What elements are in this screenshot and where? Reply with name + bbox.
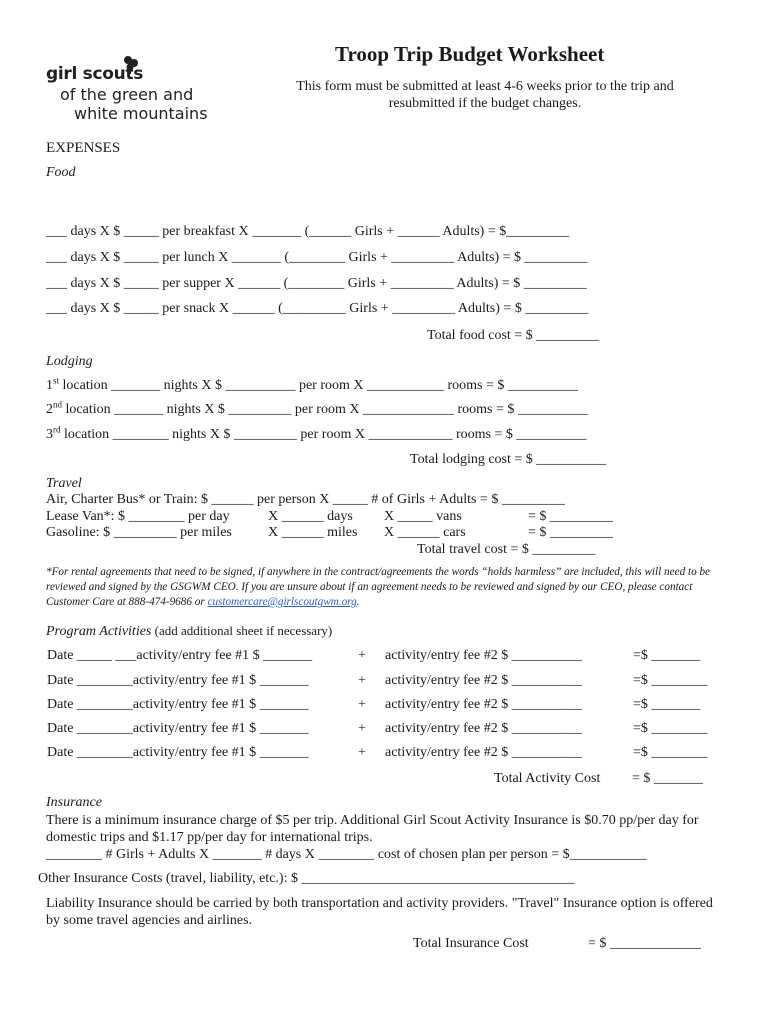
food-breakfast-line[interactable]: ___ days X $ _____ per breakfast X _______ (______ Girls + ______ Adults) = $_________ bbox=[46, 224, 570, 239]
program-row-4-plus: + bbox=[358, 721, 366, 736]
program-row-5-date[interactable]: Date ________activity/entry fee #1 $ _______ bbox=[47, 745, 309, 760]
program-row-2-date[interactable]: Date ________activity/entry fee #1 $ _______ bbox=[47, 673, 309, 688]
lodging-line-2[interactable]: 2nd location _______ nights X $ _________ per room X _____________ rooms = $ __________ bbox=[46, 399, 588, 417]
travel-gas-miles[interactable]: X ______ miles bbox=[268, 525, 358, 540]
program-row-1-date[interactable]: Date _____ ___activity/entry fee #1 $ _______ bbox=[47, 648, 313, 663]
liability-paragraph: Liability Insurance should be carried by both transportation and activity providers. "Travel" Insurance option is offered by some travel agencies and airlines. bbox=[46, 896, 713, 928]
food-total[interactable]: Total food cost = $ _________ bbox=[427, 328, 600, 343]
program-row-3-fee2[interactable]: activity/entry fee #2 $ __________ bbox=[385, 697, 582, 712]
insurance-total-label: Total Insurance Cost bbox=[413, 936, 529, 951]
travel-gas-cars[interactable]: X ______ cars bbox=[384, 525, 466, 540]
subtitle bbox=[255, 78, 715, 112]
travel-total[interactable]: Total travel cost = $ _________ bbox=[417, 542, 596, 557]
food-supper-line[interactable]: ___ days X $ _____ per supper X ______ (________ Girls + _________ Adults) = $ _________ bbox=[46, 276, 587, 291]
rental-footnote: *For rental agreements that need to be signed, if anywhere in the contract/agreements the words “holds harmless” are included, this will need to be reviewed and signed by the GSGWM CEO. If you are unsure about if an agreement needs to be reviewed and signed by our CEO, please contact Customer Care at 888-474-9686 or customercare@girlscoutgwm.org. bbox=[46, 566, 711, 608]
subtitle-line-2: resubmitted if the budget changes. bbox=[388, 96, 582, 111]
subtitle-line-1: This form must be submitted at least 4-6 weeks prior to the trip and bbox=[296, 79, 674, 94]
program-row-5-total[interactable]: =$ ________ bbox=[633, 745, 708, 760]
insurance-heading: Insurance bbox=[46, 795, 102, 810]
lodging-line-3[interactable]: 3rd location ________ nights X $ _________ per room X ____________ rooms = $ __________ bbox=[46, 424, 587, 442]
program-row-1-plus: + bbox=[358, 648, 366, 663]
program-heading: Program Activities (add additional sheet if necessary) bbox=[46, 623, 333, 639]
lodging-heading: Lodging bbox=[46, 354, 93, 369]
food-heading: Food bbox=[46, 165, 76, 180]
logo-line-3: white mountains bbox=[74, 104, 208, 123]
travel-heading: Travel bbox=[46, 476, 82, 491]
program-row-3-date[interactable]: Date ________activity/entry fee #1 $ _______ bbox=[47, 697, 309, 712]
program-row-2-total[interactable]: =$ ________ bbox=[633, 673, 708, 688]
travel-gas-total[interactable]: = $ _________ bbox=[528, 525, 613, 540]
travel-van-days[interactable]: X ______ days bbox=[268, 509, 353, 524]
program-row-5-fee2[interactable]: activity/entry fee #2 $ __________ bbox=[385, 745, 582, 760]
program-row-1-fee2[interactable]: activity/entry fee #2 $ __________ bbox=[385, 648, 582, 663]
travel-gas-rate[interactable]: Gasoline: $ _________ per miles bbox=[46, 525, 232, 540]
customer-care-email-link[interactable]: customercare@girlscoutgwm.org bbox=[207, 596, 357, 608]
program-row-5-plus: + bbox=[358, 745, 366, 760]
lodging-total[interactable]: Total lodging cost = $ __________ bbox=[410, 452, 607, 467]
travel-van-count[interactable]: X _____ vans bbox=[384, 509, 462, 524]
program-row-2-fee2[interactable]: activity/entry fee #2 $ __________ bbox=[385, 673, 582, 688]
insurance-calc-line[interactable]: ________ # Girls + Adults X _______ # days X ________ cost of chosen plan per person = $___________ bbox=[46, 847, 647, 862]
program-row-4-fee2[interactable]: activity/entry fee #2 $ __________ bbox=[385, 721, 582, 736]
logo-line-1: girl scouts bbox=[46, 64, 144, 84]
lodging-line-1[interactable]: 1st location _______ nights X $ __________ per room X ___________ rooms = $ __________ bbox=[46, 375, 578, 393]
activity-total-label: Total Activity Cost bbox=[494, 771, 601, 786]
expenses-heading: EXPENSES bbox=[46, 140, 121, 156]
logo-line-2: of the green and bbox=[60, 85, 194, 104]
page-title: Troop Trip Budget Worksheet bbox=[335, 42, 605, 66]
activity-total-value[interactable]: = $ _______ bbox=[632, 771, 703, 786]
insurance-paragraph: There is a minimum insurance charge of $5 per trip. Additional Girl Scout Activity Insurance is $0.70 pp/per day for domestic trips and $1.17 pp/per day for international trips. bbox=[46, 813, 699, 845]
program-row-3-total[interactable]: =$ _______ bbox=[633, 697, 701, 712]
other-insurance-line[interactable]: Other Insurance Costs (travel, liability, etc.): $ _______________________________________ bbox=[38, 871, 575, 886]
travel-van-rate[interactable]: Lease Van*: $ ________ per day bbox=[46, 509, 230, 524]
food-snack-line[interactable]: ___ days X $ _____ per snack X ______ (_________ Girls + _________ Adults) = $ _________ bbox=[46, 301, 589, 316]
insurance-total-value[interactable]: = $ _____________ bbox=[588, 936, 701, 951]
program-row-4-date[interactable]: Date ________activity/entry fee #1 $ _______ bbox=[47, 721, 309, 736]
program-row-4-total[interactable]: =$ ________ bbox=[633, 721, 708, 736]
food-lunch-line[interactable]: ___ days X $ _____ per lunch X _______ (________ Girls + _________ Adults) = $ _________ bbox=[46, 250, 588, 265]
travel-van-total[interactable]: = $ _________ bbox=[528, 509, 613, 524]
program-row-1-total[interactable]: =$ _______ bbox=[633, 648, 701, 663]
program-row-2-plus: + bbox=[358, 673, 366, 688]
travel-air-line[interactable]: Air, Charter Bus* or Train: $ ______ per person X _____ # of Girls + Adults = $ _________ bbox=[46, 492, 565, 507]
program-row-3-plus: + bbox=[358, 697, 366, 712]
